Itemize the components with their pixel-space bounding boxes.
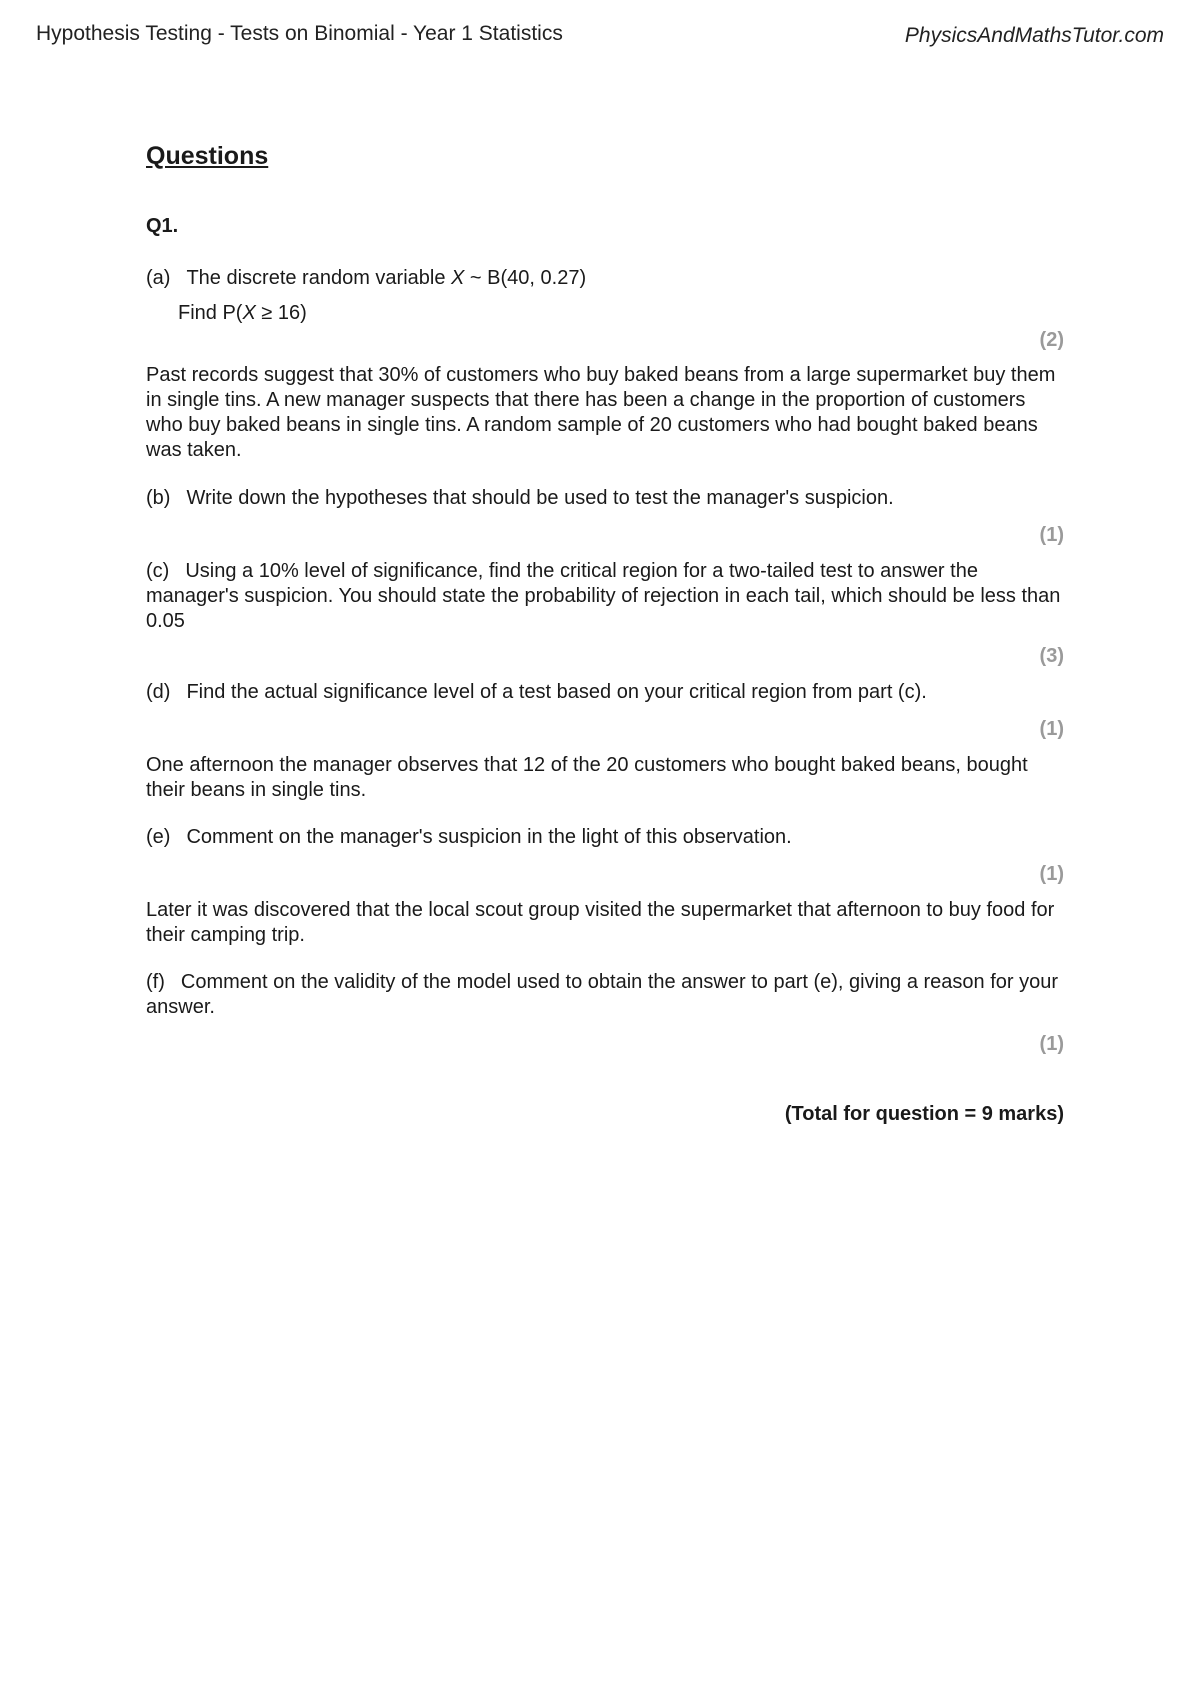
- part-a-text: The discrete random variable X ~ B(40, 0.27): [186, 267, 587, 289]
- part-e: [146, 825, 1064, 850]
- part-a: [146, 266, 1064, 291]
- question-number: Q1.: [146, 215, 179, 237]
- part-e-text: Comment on the manager's suspicion in the light of this observation.: [186, 826, 792, 848]
- question-content: [146, 142, 1064, 1127]
- part-a-label: (a): [146, 267, 171, 289]
- part-d-label: (d): [146, 681, 171, 703]
- part-d-marks: (1): [1039, 718, 1064, 740]
- part-c-marks: (3): [1039, 645, 1064, 667]
- part-d-text: Find the actual significance level of a test based on your critical region from part (c).: [186, 681, 927, 703]
- part-c-text: Using a 10% level of significance, find the critical region for a two-tailed test to answer the manager's suspicion. You should state the probability of rejection in each tail, which should be less than 0.05: [146, 560, 1061, 632]
- part-b-label: (b): [146, 487, 171, 509]
- part-f: [146, 970, 1064, 1020]
- context-paragraph-1: Past records suggest that 30% of customers who buy baked beans from a large supermarket buy them in single tins. A new manager suspects that there has been a change in the proportion of customers who buy baked beans in single tins. A random sample of 20 customers who had bought baked beans was taken.: [146, 364, 1056, 461]
- part-a-subtext: Find P(X ≥ 16): [178, 302, 307, 324]
- context-paragraph-3: Later it was discovered that the local scout group visited the supermarket that afternoon to buy food for their camping trip.: [146, 899, 1055, 946]
- part-e-marks: (1): [1039, 863, 1064, 885]
- header-brand: PhysicsAndMathsTutor.com: [904, 24, 1164, 47]
- part-b: [146, 486, 1064, 511]
- part-f-label: (f): [146, 971, 165, 993]
- header-title: Hypothesis Testing - Tests on Binomial - Year 1 Statistics: [36, 22, 563, 45]
- part-d: [146, 680, 1064, 705]
- part-f-marks: (1): [1039, 1033, 1064, 1055]
- part-e-label: (e): [146, 826, 171, 848]
- part-b-text: Write down the hypotheses that should be used to test the manager's suspicion.: [186, 487, 894, 509]
- context-paragraph-2: One afternoon the manager observes that 12 of the 20 customers who bought baked beans, bought their beans in single tins.: [146, 754, 1028, 801]
- section-title: Questions: [146, 142, 269, 170]
- part-a-marks: (2): [1039, 329, 1064, 351]
- question-total: (Total for question = 9 marks): [784, 1103, 1064, 1125]
- part-b-marks: (1): [1039, 524, 1064, 546]
- part-c-label: (c): [146, 560, 170, 582]
- part-c: [146, 559, 1064, 634]
- part-f-text: Comment on the validity of the model used to obtain the answer to part (e), giving a reason for your answer.: [146, 971, 1059, 1018]
